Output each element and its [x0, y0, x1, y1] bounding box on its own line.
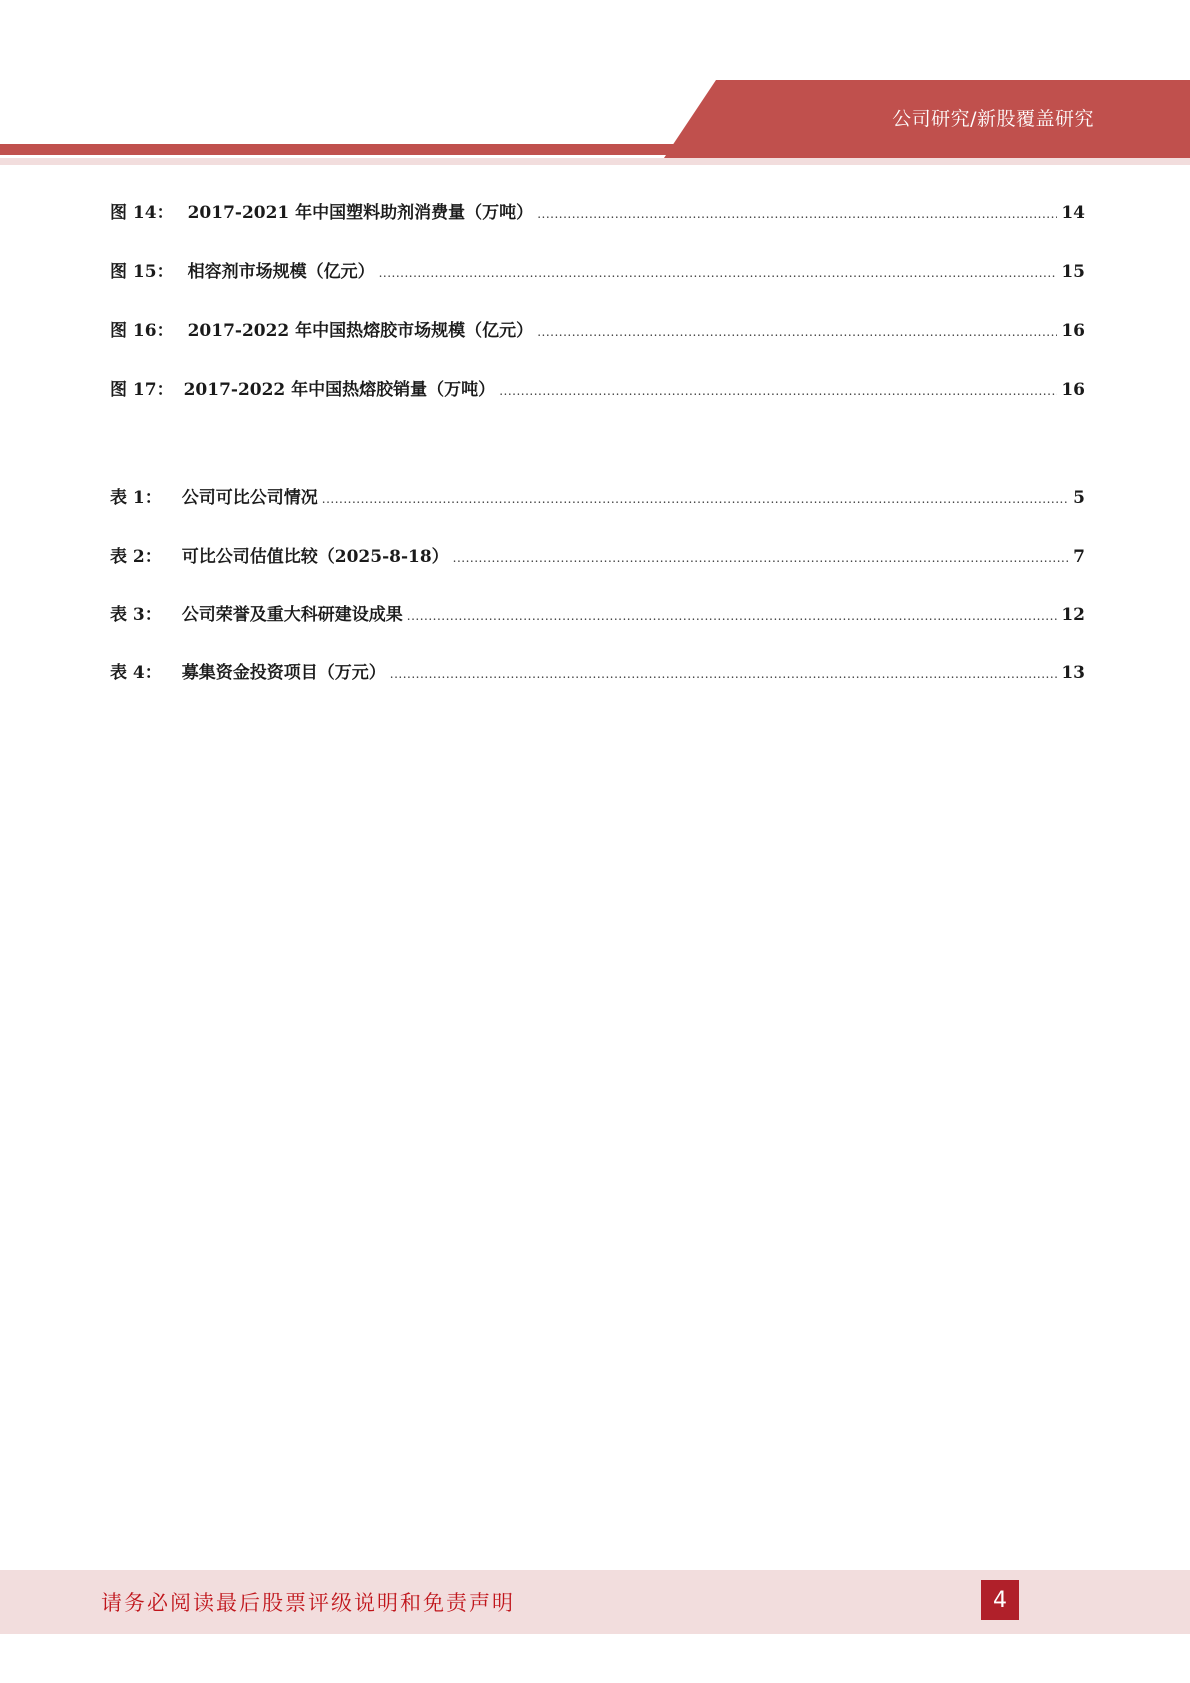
toc-entry-caption: 2017-2022 年中国热熔胶销量（万吨）	[183, 380, 496, 400]
toc-entry-label: 图 14：	[110, 203, 174, 223]
toc-entry-page: 12	[1061, 605, 1085, 625]
toc-entry-label: 图 16：	[110, 321, 174, 341]
toc-entry-caption: 2017-2021 年中国塑料助剂消费量（万吨）	[187, 203, 534, 223]
toc-leader-dots	[379, 262, 1058, 282]
toc-leader-dots	[322, 488, 1069, 508]
toc-entry-label: 表 3：	[110, 605, 162, 625]
toc-entry-page: 15	[1061, 262, 1085, 282]
header-title: 公司研究/新股覆盖研究	[892, 108, 1094, 130]
page-number-badge: 4	[981, 1580, 1019, 1620]
toc-entry-label: 表 4：	[110, 663, 162, 683]
toc-entry-table-4[interactable]	[110, 658, 1085, 682]
toc-entry-table-2[interactable]	[110, 542, 1085, 566]
toc-entry-label: 表 2：	[110, 547, 162, 567]
toc-entry-caption: 2017-2022 年中国热熔胶市场规模（亿元）	[187, 321, 534, 341]
toc-leader-dots	[390, 663, 1058, 683]
toc-leader-dots	[537, 321, 1057, 341]
toc-entry-table-1[interactable]	[110, 483, 1085, 507]
toc-entry-table-3[interactable]	[110, 600, 1085, 624]
toc-entry-page: 14	[1061, 203, 1085, 223]
toc-entry-page: 16	[1061, 380, 1085, 400]
toc-entry-figure-17[interactable]	[110, 375, 1085, 399]
toc-entry-page: 13	[1061, 663, 1085, 683]
toc-entry-figure-15[interactable]	[110, 257, 1085, 281]
toc-entry-label: 表 1：	[110, 488, 162, 508]
toc-entry-caption: 公司荣誉及重大科研建设成果	[181, 605, 403, 625]
toc-entry-label: 图 17：	[110, 380, 174, 400]
header-rule	[0, 144, 690, 155]
toc-leader-dots	[407, 605, 1058, 625]
footer-disclaimer: 请务必阅读最后股票评级说明和免责声明	[101, 1591, 515, 1615]
header-band	[0, 158, 1190, 165]
toc-leader-dots	[499, 380, 1057, 400]
toc-leader-dots	[537, 203, 1057, 223]
toc-entry-caption: 相容剂市场规模（亿元）	[187, 262, 375, 282]
toc-entry-page: 7	[1073, 547, 1085, 567]
toc-entry-figure-16[interactable]	[110, 316, 1085, 340]
toc-entry-page: 16	[1061, 321, 1085, 341]
toc-entry-page: 5	[1073, 488, 1085, 508]
toc-entry-figure-14[interactable]	[110, 198, 1085, 222]
toc-entry-caption: 募集资金投资项目（万元）	[181, 663, 386, 683]
toc-leader-dots	[453, 547, 1069, 567]
toc-entry-caption: 公司可比公司情况	[181, 488, 318, 508]
toc-entry-label: 图 15：	[110, 262, 174, 282]
toc-entry-caption: 可比公司估值比较（2025-8-18）	[181, 547, 449, 567]
